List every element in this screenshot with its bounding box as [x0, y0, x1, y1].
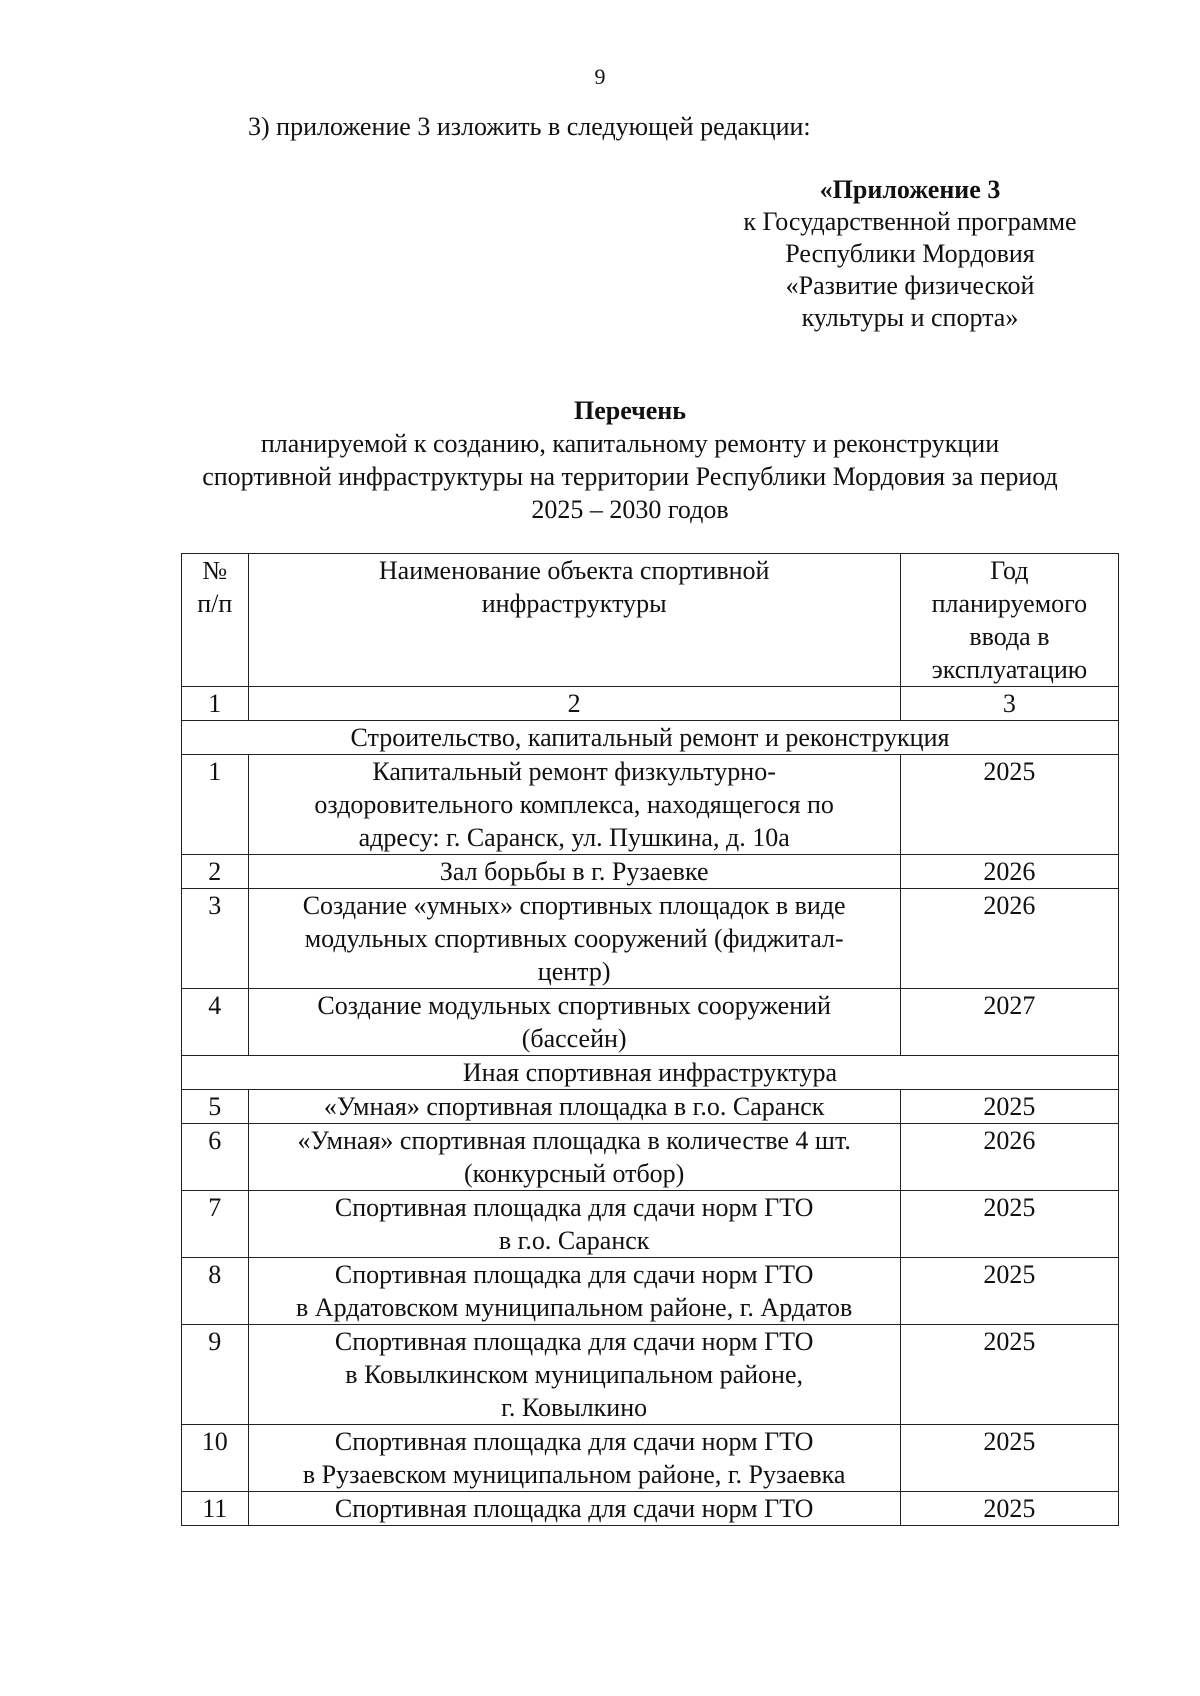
row-number: 11 — [182, 1492, 249, 1526]
heading-line: спортивной инфраструктуры на территории Республики Мордовия за период — [202, 462, 1058, 491]
row-number: 5 — [182, 1090, 249, 1124]
header-number — [182, 554, 249, 687]
object-name-line: Спортивная площадка для сдачи норм ГТО — [334, 1193, 814, 1222]
heading-line: 2025 – 2030 годов — [531, 495, 729, 524]
commissioning-year: 2025 — [900, 1258, 1118, 1325]
page-number: 9 — [594, 64, 606, 89]
table-row — [182, 889, 1119, 989]
table-body — [182, 721, 1119, 1526]
table-row — [182, 1492, 1119, 1526]
row-number: 3 — [182, 889, 249, 989]
header-line: эксплуатацию — [931, 655, 1088, 684]
object-name-line: адресу: г. Саранск, ул. Пушкина, д. 10а — [358, 823, 790, 852]
object-name-line: Спортивная площадка для сдачи норм ГТО — [334, 1494, 814, 1523]
column-number: 1 — [182, 687, 249, 721]
object-name-line: «Умная» спортивная площадка в количестве 4 шт. — [297, 1126, 851, 1155]
section-row — [182, 721, 1119, 755]
table-row — [182, 1258, 1119, 1325]
object-name-line: Спортивная площадка для сдачи норм ГТО — [334, 1427, 814, 1456]
header-line: п/п — [197, 589, 233, 618]
table-row — [182, 1325, 1119, 1425]
object-name — [248, 989, 900, 1056]
commissioning-year: 2025 — [900, 1325, 1118, 1425]
object-name — [248, 1191, 900, 1258]
appendix-line: культуры и спорта» — [801, 303, 1019, 332]
appendix-line: Республики Мордовия — [785, 239, 1035, 268]
header-line: Год — [990, 556, 1029, 585]
object-name-line: в г.о. Саранск — [498, 1226, 650, 1255]
row-number: 2 — [182, 855, 249, 889]
object-name — [248, 1090, 900, 1124]
object-name-line: (конкурсный отбор) — [463, 1159, 685, 1188]
commissioning-year: 2025 — [900, 1425, 1118, 1492]
header-year — [900, 554, 1118, 687]
section-title: Иная спортивная инфраструктура — [182, 1056, 1119, 1090]
object-name-line: в Ардатовском муниципальном районе, г. Ардатов — [296, 1293, 853, 1322]
commissioning-year: 2025 — [900, 1492, 1118, 1526]
header-line: планируемого — [931, 589, 1088, 618]
appendix-line: «Развитие физической — [785, 271, 1035, 300]
header-line: инфраструктуры — [481, 589, 667, 618]
infrastructure-table — [181, 553, 1119, 1526]
column-number: 2 — [248, 687, 900, 721]
object-name — [248, 1425, 900, 1492]
table-header-row — [182, 554, 1119, 687]
object-name — [248, 1492, 900, 1526]
section-title: Строительство, капитальный ремонт и реконструкция — [182, 721, 1119, 755]
object-name — [248, 755, 900, 855]
object-name-line: Создание модульных спортивных сооружений — [317, 991, 831, 1020]
row-number: 1 — [182, 755, 249, 855]
table-row — [182, 1191, 1119, 1258]
heading-line: планируемой к созданию, капитальному ремонту и реконструкции — [260, 429, 1000, 458]
table-row — [182, 755, 1119, 855]
object-name-line: (бассейн) — [521, 1024, 627, 1053]
object-name-line: оздоровительного комплекса, находящегося по — [314, 790, 834, 819]
table-row — [182, 1425, 1119, 1492]
row-number: 8 — [182, 1258, 249, 1325]
table-row — [182, 1124, 1119, 1191]
document-heading — [150, 394, 1110, 526]
commissioning-year: 2026 — [900, 889, 1118, 989]
row-number: 4 — [182, 989, 249, 1056]
object-name-line: центр) — [537, 957, 611, 986]
object-name-line: в Ковылкинском муниципальном районе, — [345, 1360, 804, 1389]
object-name-line: «Умная» спортивная площадка в г.о. Саранск — [323, 1092, 825, 1121]
appendix-title: «Приложение 3 — [819, 175, 1001, 204]
object-name — [248, 1325, 900, 1425]
row-number: 7 — [182, 1191, 249, 1258]
table-row — [182, 1090, 1119, 1124]
column-number-row — [182, 687, 1119, 721]
column-number: 3 — [900, 687, 1118, 721]
object-name — [248, 1258, 900, 1325]
object-name-line: Капитальный ремонт физкультурно- — [372, 757, 776, 786]
header-object-name — [248, 554, 900, 687]
header-line: Наименование объекта спортивной — [378, 556, 770, 585]
section-row — [182, 1056, 1119, 1090]
intro-text: 3) приложение 3 изложить в следующей редакции: — [248, 112, 811, 141]
appendix-reference — [700, 174, 1120, 334]
object-name — [248, 889, 900, 989]
table-row — [182, 855, 1119, 889]
commissioning-year: 2026 — [900, 855, 1118, 889]
object-name — [248, 855, 900, 889]
heading-title: Перечень — [573, 396, 687, 425]
row-number: 9 — [182, 1325, 249, 1425]
commissioning-year: 2025 — [900, 755, 1118, 855]
commissioning-year: 2025 — [900, 1090, 1118, 1124]
object-name-line: Спортивная площадка для сдачи норм ГТО — [334, 1260, 814, 1289]
commissioning-year: 2025 — [900, 1191, 1118, 1258]
object-name-line: Спортивная площадка для сдачи норм ГТО — [334, 1327, 814, 1356]
row-number: 10 — [182, 1425, 249, 1492]
object-name-line: Зал борьбы в г. Рузаевке — [439, 857, 709, 886]
header-line: ввода в — [969, 622, 1050, 651]
header-line: № — [202, 556, 228, 585]
commissioning-year: 2027 — [900, 989, 1118, 1056]
object-name-line: Создание «умных» спортивных площадок в виде — [302, 891, 846, 920]
object-name — [248, 1124, 900, 1191]
object-name-line: г. Ковылкино — [501, 1393, 648, 1422]
object-name-line: модульных спортивных сооружений (фиджитал- — [304, 924, 844, 953]
row-number: 6 — [182, 1124, 249, 1191]
table-row — [182, 989, 1119, 1056]
object-name-line: в Рузаевском муниципальном районе, г. Рузаевка — [302, 1460, 846, 1489]
commissioning-year: 2026 — [900, 1124, 1118, 1191]
appendix-line: к Государственной программе — [743, 207, 1077, 236]
